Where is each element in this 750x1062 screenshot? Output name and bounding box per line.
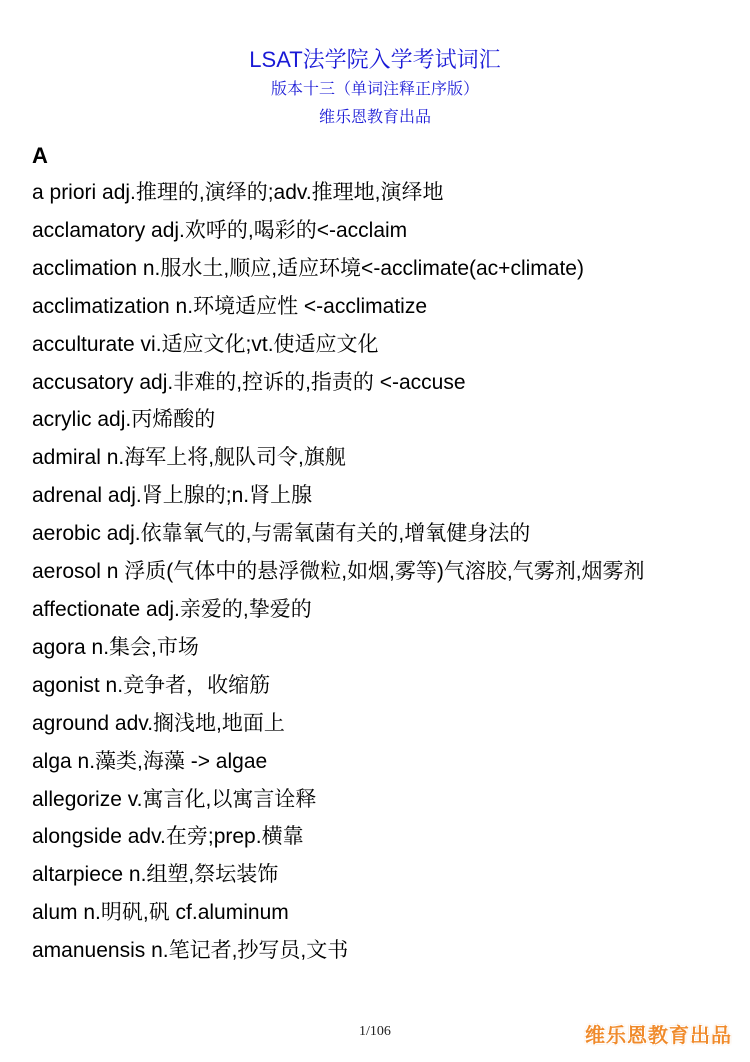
vocabulary-entry: admiral n.海军上将,舰队司令,旗舰 [32, 446, 346, 470]
document-subtitle: 版本十三（单词注释正序版） [270, 81, 479, 98]
page-number: 1/106 [359, 1024, 391, 1039]
vocabulary-entry: aerobic adj.依靠氧气的,与需氧菌有关的,增氧健身法的 [32, 522, 531, 546]
vocabulary-entry: agonist n.竞争者，收缩筋 [32, 673, 271, 697]
vocabulary-entry: acclimatization n.环境适应性 <-acclimatize [32, 294, 428, 318]
vocabulary-entry: accusatory adj.非难的,控诉的,指责的 <-accuse [32, 370, 466, 394]
section-letter: A [32, 143, 48, 168]
vocabulary-entry: alga n.藻类,海藻 -> algae [32, 749, 268, 773]
vocabulary-entry: alum n.明矾,矾 cf.aluminum [32, 901, 289, 925]
vocabulary-entry: aground adv.搁浅地,地面上 [32, 711, 285, 735]
document-publisher: 维乐恩教育出品 [318, 109, 431, 126]
vocabulary-entry: affectionate adj.亲爱的,挚爱的 [32, 597, 312, 621]
vocabulary-entry: aerosol n 浮质(气体中的悬浮微粒,如烟,雾等)气溶胶,气雾剂,烟雾剂 [32, 560, 645, 584]
vocabulary-entry: amanuensis n.笔记者,抄写员,文书 [32, 939, 349, 963]
vocabulary-entry: a priori adj.推理的,演绎的;adv.推理地,演绎地 [32, 181, 444, 204]
vocabulary-entry: acrylic adj.丙烯酸的 [32, 408, 216, 432]
vocabulary-entry: acculturate vi.适应文化;vt.使适应文化 [32, 332, 379, 356]
vocabulary-entry: adrenal adj.肾上腺的;n.肾上腺 [32, 484, 313, 508]
vocabulary-entry: acclamatory adj.欢呼的,喝彩的<-acclaim [32, 218, 408, 242]
vocabulary-entry: allegorize v.寓言化,以寓言诠释 [32, 787, 317, 811]
vocabulary-entry: altarpiece n.组塑,祭坛装饰 [32, 863, 279, 887]
vocabulary-entry: acclimation n.服水土,顺应,适应环境<-acclimate(ac+climate) [32, 256, 584, 280]
document-header [0, 44, 750, 132]
vocabulary-entry: agora n.集会,市场 [32, 635, 199, 659]
publisher-watermark: 维乐恩教育出品 [585, 1025, 732, 1047]
vocabulary-entry: alongside adv.在旁;prep.横靠 [32, 825, 304, 849]
vocabulary-list [32, 174, 732, 970]
document-title: LSAT法学院入学考试词汇 [249, 47, 501, 72]
